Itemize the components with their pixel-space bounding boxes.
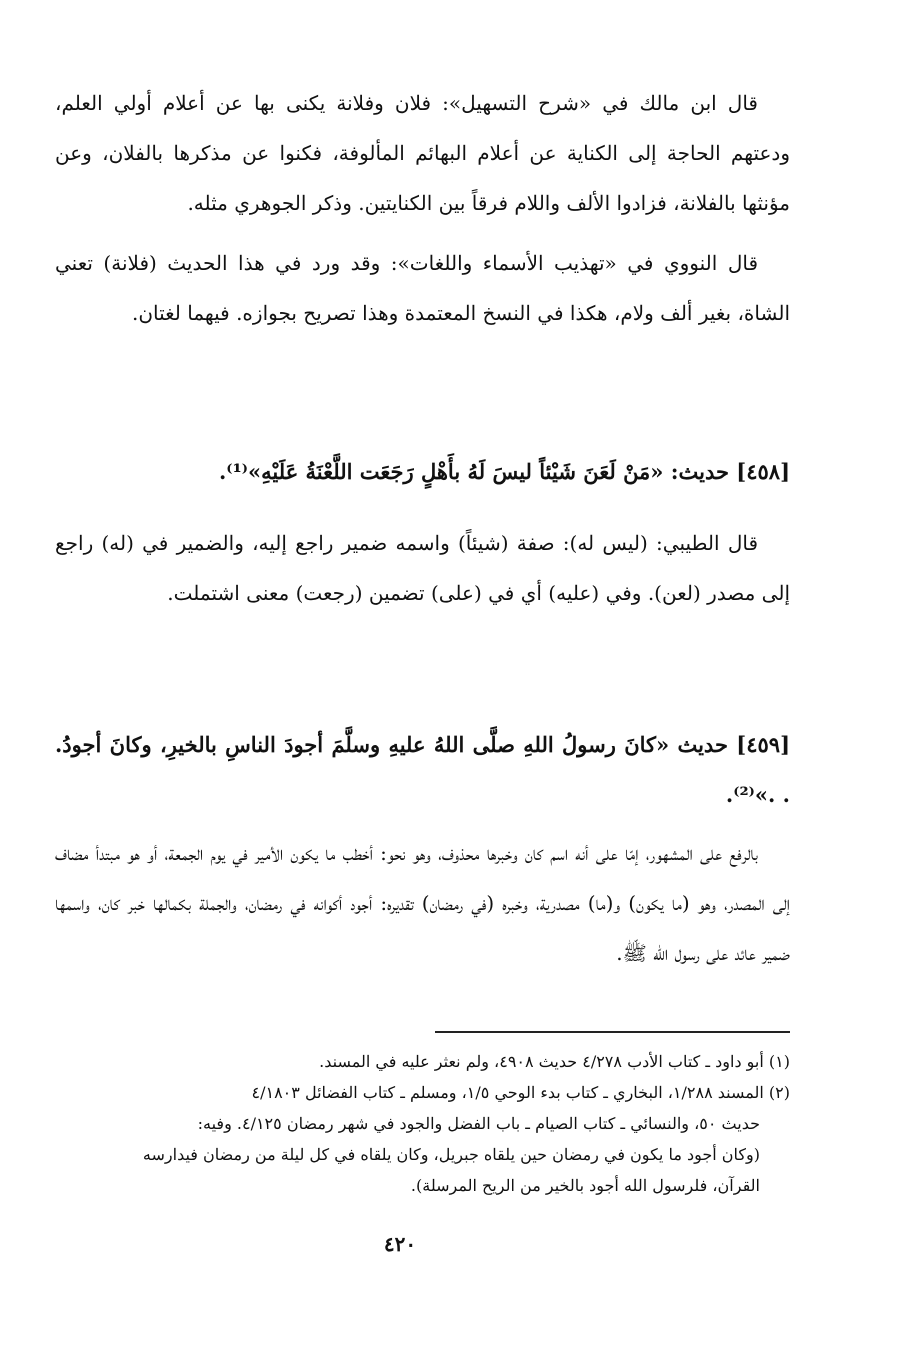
paragraph-ibn-malik: قال ابن مالك في «شرح التسهيل»: فلان وفلانة يكنى بها عن أعلام أولي العلم، ودعتهم الحاجة إلى الكناية عن أعلام البهائم المألوفة، فكنوا عن مذكرها بالفلان، وعن مؤنثها بالفلانة، فزادوا الألف واللام فرقاً بين الكنايتين. وذكر الجوهري مثله. [55, 91, 790, 215]
paragraph-nawawi: قال النووي في «تهذيب الأسماء واللغات»: وقد ورد في هذا الحديث (فلانة) تعني الشاة، بغير ألف ولام، هكذا في النسخ المعتمدة وهذا تصريح بجوازه. فيهما لغتان. [55, 251, 790, 325]
hadith-heading-459: [٤٥٩] حديث «كانَ رسولُ اللهِ صلَّى اللهُ عليهِ وسلَّمَ أجودَ الناسِ بالخيرِ، وكانَ أجودُ. . .»⁽²⁾. [55, 732, 790, 807]
paragraph-grammar: بالرفع على المشهور، إمّا على أنه اسم كان وخبرها محذوف، وهو نحو: أخطب ما يكون الأمير في يوم الجمعة، أو هو مبتدأ مضاف إلى المصدر، وهو (ما يكون) و(ما) مصدرية، وخبره (في رمضان) تقديره: أجود أكوانه في رمضان، والجملة بكمالها خبر كان، واسمها ضمير عائد على رسول الله ﷺ. [55, 841, 790, 965]
footnote-2-line-4: القرآن، فلرسول الله أجود بالخير من الريح المرسلة). [410, 1176, 760, 1195]
footnote-2-line-2: حديث ٥٠، والنسائي ـ كتاب الصيام ـ باب الفضل والجود في شهر رمضان ٤/١٢٥. وفيه: [197, 1114, 760, 1133]
paragraph-tibi: قال الطيبي: (ليس له): صفة (شيئاً) واسمه ضمير راجع إليه، والضمير في (له) راجع إلى مصدر (لعن). وفي (عليه) أي في (على) تضمين (رجعت) معنى اشتملت. [55, 531, 790, 605]
footnotes [55, 1046, 790, 1201]
footnote-2-line-3: (وكان أجود ما يكون في رمضان حين يلقاه جبريل، وكان يلقاه في كل ليلة من رمضان فيدارسه [142, 1145, 760, 1164]
footnote-1: (١) أبو داود ـ كتاب الأدب ٤/٢٧٨ حديث ٤٩٠٨، ولم نعثر عليه في المسند. [319, 1052, 790, 1071]
footnote-divider [435, 1031, 790, 1033]
page-number: ٤٢٠ [383, 1232, 417, 1256]
footnote-2-line-1: (٢) المسند ١/٢٨٨، البخاري ـ كتاب بدء الوحي ١/٥، ومسلم ـ كتاب الفضائل ٤/١٨٠٣ [251, 1083, 790, 1102]
hadith-heading-458: [٤٥٨] حديث: «مَنْ لَعَنَ شَيْئاً ليسَ لَهُ بأَهْلٍ رَجَعَت اللَّعْنَةُ عَلَيْهِ»⁽¹⁾. [218, 459, 790, 484]
